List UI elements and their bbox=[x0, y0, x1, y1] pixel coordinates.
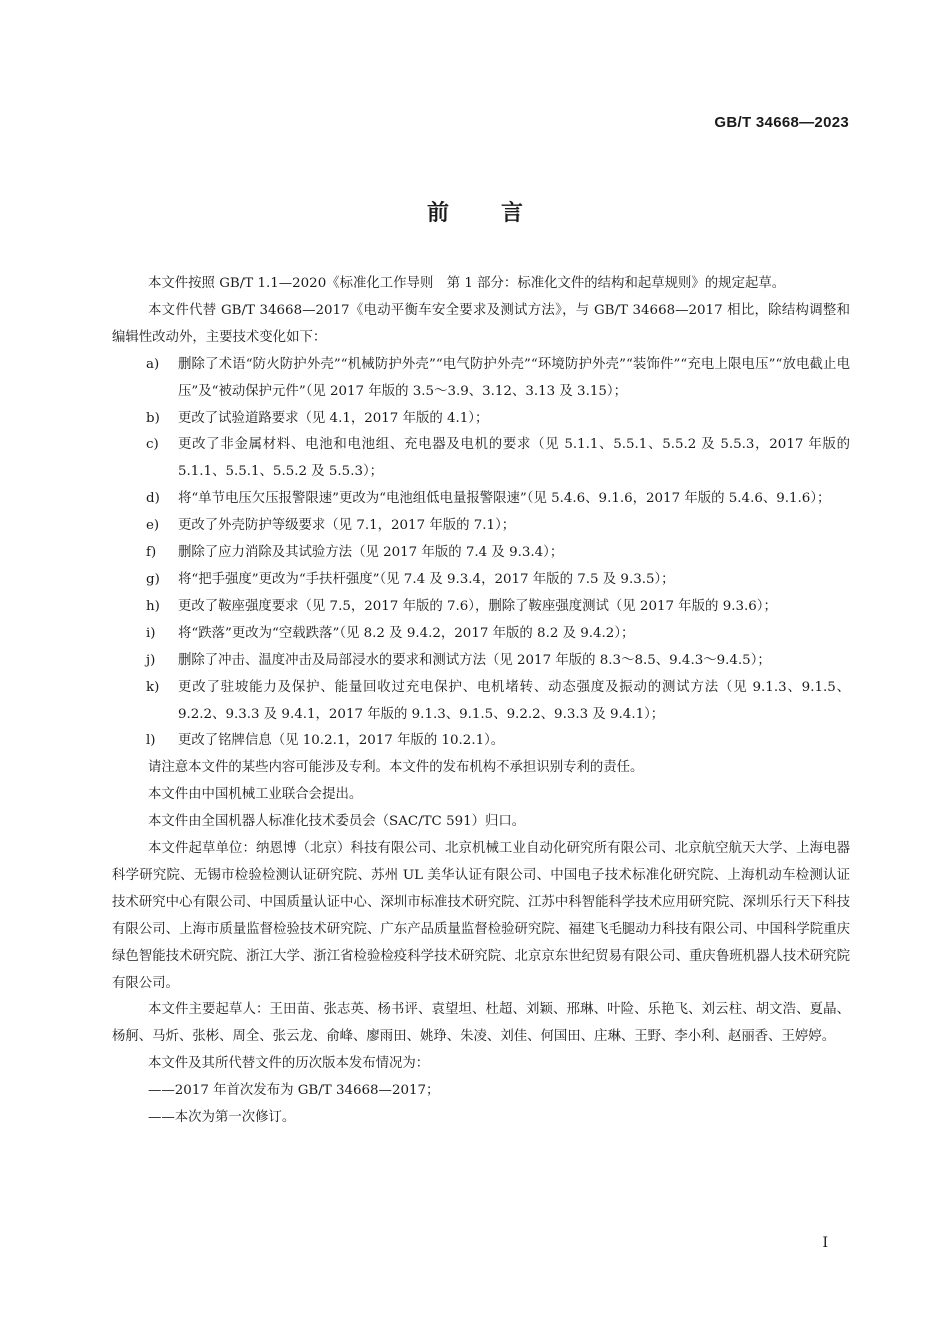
list-marker: c) bbox=[146, 437, 159, 453]
list-item bbox=[112, 540, 850, 567]
list-text: 更改了铭牌信息（见 10.2.1，2017 年版的 10.2.1）。 bbox=[178, 733, 505, 749]
list-marker: b) bbox=[146, 410, 160, 426]
paragraph-drafting-units: 本文件起草单位：纳恩博（北京）科技有限公司、北京机械工业自动化研究所有限公司、北京航空航天大学、上海电器科学研究院、无锡市检验检测认证研究院、苏州 UL 美华认证有限公司、中国电子技术标准化研究院、上海机动车检测认证技术研究中心有限公司、中国质量认证中心、深圳市标准技术研究院、江苏中科智能科学技术应用研究院、深圳乐行天下科技有限公司、上海市质量监督检验技术研究院、广东产品质量监督检验研究院、福建飞毛腿动力科技有限公司、中国科学院重庆绿色智能技术研究院、浙江大学、浙江省检验检疫科学技术研究院、北京京东世纪贸易有限公司、重庆鲁班机器人技术研究院有限公司。 bbox=[112, 841, 850, 991]
list-text: 更改了试验道路要求（见 4.1，2017 年版的 4.1）； bbox=[178, 410, 489, 426]
list-text: 将“单节电压欠压报警限速”更改为“电池组低电量报警限速”（见 5.4.6、9.1.6，2017 年版的 5.4.6、9.1.6）； bbox=[178, 491, 831, 507]
list-marker: d) bbox=[146, 491, 160, 507]
list-text: 更改了外壳防护等级要求（见 7.1，2017 年版的 7.1）； bbox=[178, 518, 516, 534]
list-marker: k) bbox=[146, 679, 160, 695]
list-text: 更改了鞍座强度要求（见 7.5，2017 年版的 7.6），删除了鞍座强度测试（见 2017 年版的 9.3.6）； bbox=[178, 598, 777, 614]
paragraph-replacement: 本文件代替 GB/T 34668—2017《电动平衡车安全要求及测试方法》，与 GB/T 34668—2017 相比，除结构调整和编辑性改动外，主要技术变化如下： bbox=[112, 302, 850, 345]
list-marker: h) bbox=[146, 598, 160, 614]
page-number: I bbox=[822, 1235, 828, 1251]
list-text: 将“把手强度”更改为“手扶杆强度”（见 7.4 及 9.3.4，2017 年版的 7.5 及 9.3.5）； bbox=[178, 571, 675, 587]
list-item bbox=[112, 486, 850, 513]
list-marker: j) bbox=[146, 652, 156, 668]
list-item bbox=[112, 406, 850, 433]
paragraph-proposer: 本文件由中国机械工业联合会提出。 bbox=[148, 787, 363, 803]
list-item bbox=[112, 728, 850, 755]
document-code: GB/T 34668—2023 bbox=[714, 114, 849, 131]
changes-list bbox=[112, 352, 850, 756]
paragraph-patent-notice: 请注意本文件的某些内容可能涉及专利。本文件的发布机构不承担识别专利的责任。 bbox=[148, 760, 644, 776]
list-item bbox=[112, 513, 850, 540]
list-text: 删除了术语“防火防护外壳”“机械防护外壳”“电气防护外壳”“环境防护外壳”“装饰件”“充电上限电压”“放电截止电压”及“被动保护元件”（见 2017 年版的 3.5～3.9、3.12、3.13 及 3.15）； bbox=[178, 356, 850, 399]
list-marker: l) bbox=[146, 733, 156, 749]
list-item bbox=[112, 567, 850, 594]
list-marker: e) bbox=[146, 518, 160, 534]
list-text: 删除了冲击、温度冲击及局部浸水的要求和测试方法（见 2017 年版的 8.3～8.5、9.4.3～9.4.5）； bbox=[178, 652, 771, 668]
list-marker: i) bbox=[146, 625, 156, 641]
list-text: 更改了非金属材料、电池和电池组、充电器及电机的要求（见 5.1.1、5.5.1、5.5.2 及 5.5.3，2017 年版的 5.1.1、5.5.1、5.5.2 及 5.5.3）； bbox=[178, 437, 850, 480]
history-item: ——2017 年首次发布为 GB/T 34668—2017； bbox=[148, 1083, 440, 1099]
list-marker: f) bbox=[146, 545, 157, 561]
list-item bbox=[112, 648, 850, 675]
list-item bbox=[112, 675, 850, 729]
paragraph-drafting-rules: 本文件按照 GB/T 1.1—2020《标准化工作导则 第 1 部分：标准化文件的结构和起草规则》的规定起草。 bbox=[148, 276, 786, 291]
paragraph-committee: 本文件由全国机器人标准化技术委员会（SAC/TC 591）归口。 bbox=[148, 814, 526, 830]
list-item bbox=[112, 594, 850, 621]
paragraph-drafters: 本文件主要起草人：王田苗、张志英、杨书评、袁望坦、杜超、刘颖、邢琳、叶险、乐艳飞、刘云柱、胡文浩、夏晶、杨舸、马炘、张彬、周全、张云龙、俞峰、廖雨田、姚琤、朱凌、刘佳、何国田、庄琳、王野、李小利、赵丽香、王婷婷。 bbox=[112, 1002, 850, 1045]
list-text: 更改了驻坡能力及保护、能量回收过充电保护、电机堵转、动态强度及振动的测试方法（见 9.1.3、9.1.5、9.2.2、9.3.3 及 9.4.1，2017 年版的 9.1.3、9.1.5、9.2.2、9.3.3 及 9.4.1）； bbox=[178, 679, 850, 722]
list-item bbox=[112, 352, 850, 406]
foreword-body bbox=[112, 271, 850, 1132]
page-title: 前言 bbox=[426, 201, 575, 226]
paragraph-version-history: 本文件及其所代替文件的历次版本发布情况为： bbox=[148, 1056, 430, 1072]
list-item bbox=[112, 621, 850, 648]
list-marker: g) bbox=[146, 571, 160, 587]
history-item: ——本次为第一次修订。 bbox=[148, 1110, 296, 1126]
list-marker: a) bbox=[146, 356, 160, 372]
list-text: 删除了应力消除及其试验方法（见 2017 年版的 7.4 及 9.3.4）； bbox=[178, 545, 564, 561]
list-item bbox=[112, 432, 850, 486]
list-text: 将“跌落”更改为“空载跌落”（见 8.2 及 9.4.2，2017 年版的 8.2 及 9.4.2）； bbox=[178, 625, 635, 641]
